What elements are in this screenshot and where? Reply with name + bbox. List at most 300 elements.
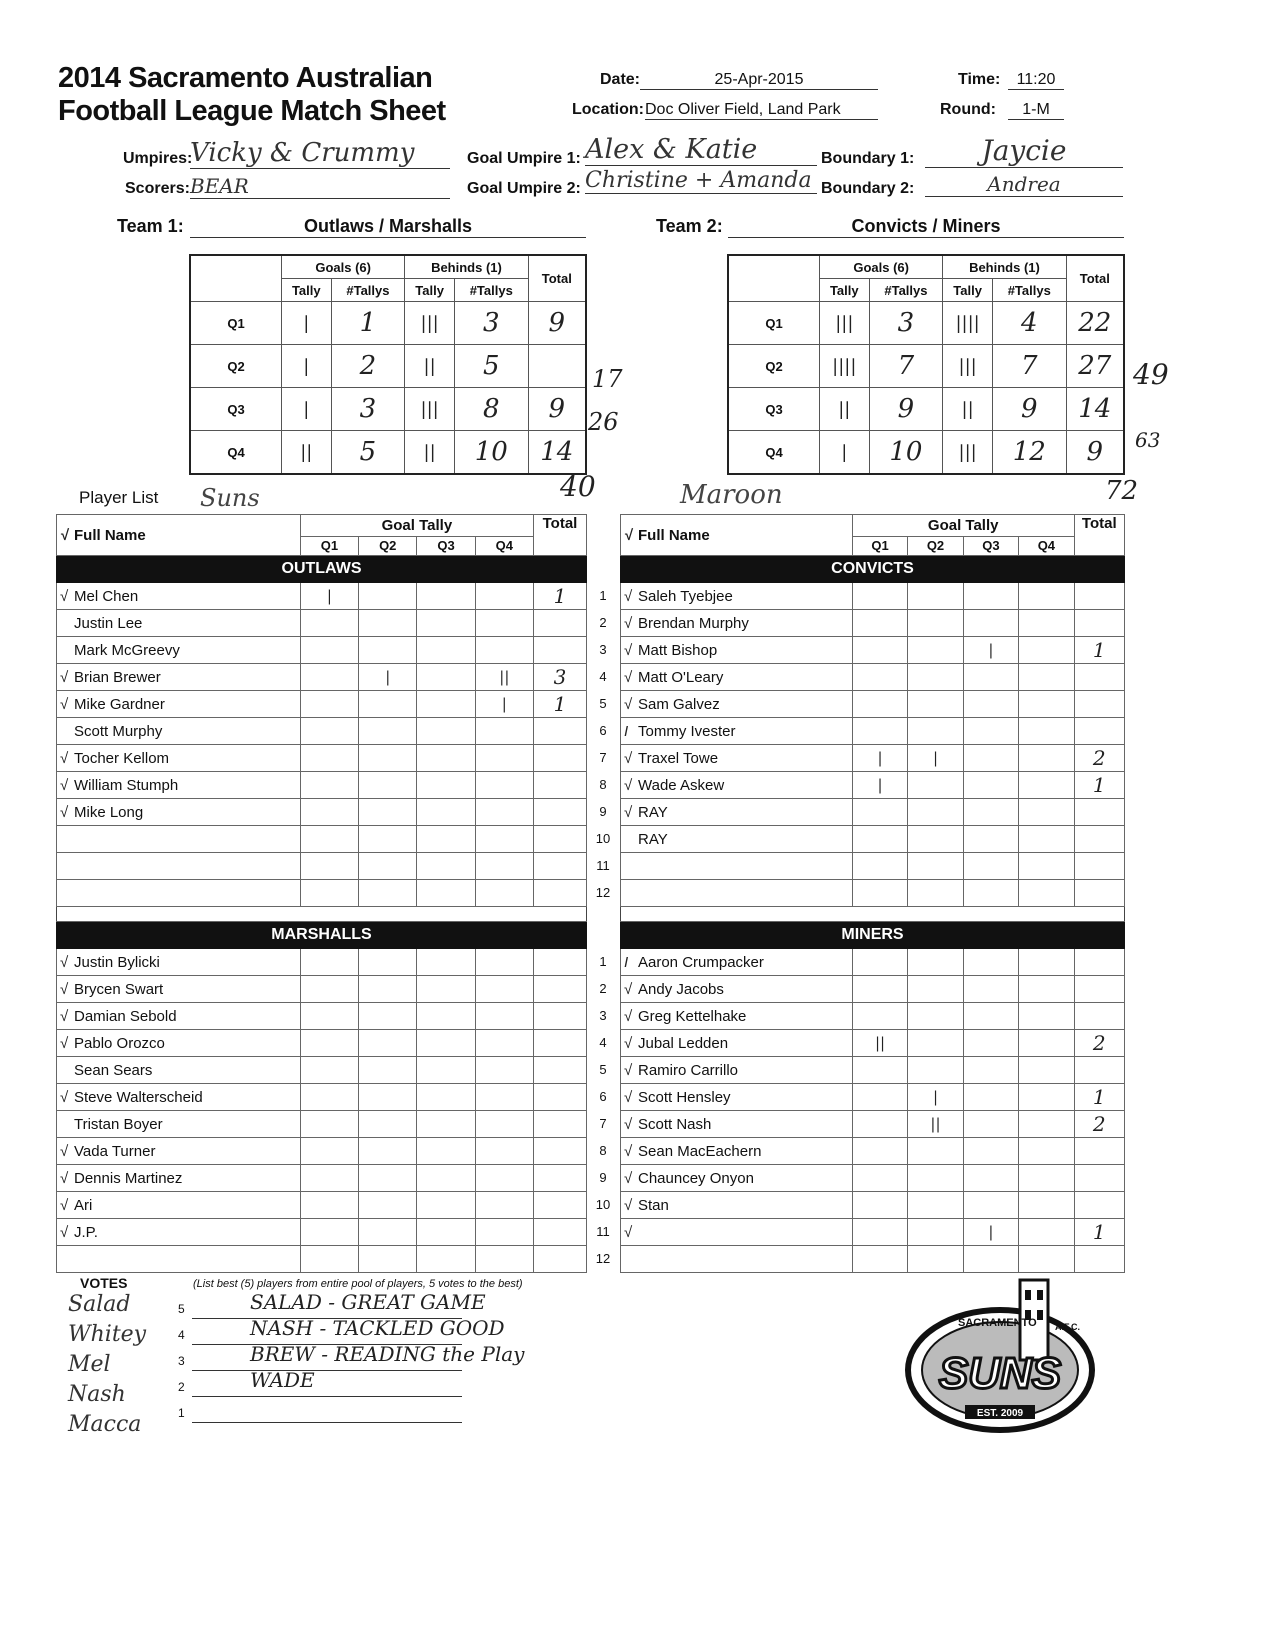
goal-tally-q4[interactable] — [475, 1003, 533, 1030]
goal-tally-q2[interactable] — [908, 880, 963, 907]
player-row[interactable] — [57, 1219, 587, 1246]
goal-tally-q3[interactable] — [963, 1003, 1018, 1030]
goal-tally-q4[interactable]: || — [475, 664, 533, 691]
goal-tally-q1[interactable] — [300, 1246, 358, 1273]
goal-tally-q1[interactable]: || — [852, 1030, 907, 1057]
player-total[interactable]: 1 — [1074, 772, 1124, 799]
attendance-check-icon[interactable]: √ — [60, 749, 69, 767]
player-row[interactable] — [621, 745, 1125, 772]
attendance-check-icon[interactable]: √ — [624, 1115, 633, 1133]
player-row[interactable] — [621, 1192, 1125, 1219]
goal-tally-q1[interactable] — [852, 664, 907, 691]
goal-tally-q3[interactable]: | — [963, 1219, 1018, 1246]
goal-tally-q1[interactable] — [852, 583, 907, 610]
goal-tally-q4[interactable] — [1019, 691, 1074, 718]
attendance-check-icon[interactable]: √ — [624, 749, 633, 767]
attendance-check-icon[interactable]: √ — [60, 1088, 69, 1106]
goal-tally-q3[interactable] — [417, 1084, 475, 1111]
attendance-check-icon[interactable]: √ — [60, 980, 69, 998]
goal-tally-q4[interactable] — [475, 718, 533, 745]
player-row[interactable] — [621, 1057, 1125, 1084]
goal-tally-q1[interactable] — [300, 1192, 358, 1219]
attendance-check-icon[interactable]: √ — [624, 1088, 633, 1106]
player-total[interactable] — [1074, 1192, 1124, 1219]
attendance-check-icon[interactable]: √ — [624, 1196, 633, 1214]
goal-tally-q3[interactable] — [417, 1219, 475, 1246]
goal-tally-q3[interactable] — [963, 664, 1018, 691]
goal-tally-q4[interactable] — [475, 583, 533, 610]
goal-tally-q1[interactable] — [852, 799, 907, 826]
player-row[interactable] — [57, 745, 587, 772]
player-row[interactable] — [57, 772, 587, 799]
player-row[interactable] — [621, 664, 1125, 691]
player-row[interactable] — [57, 880, 587, 907]
goal-tally-q1[interactable] — [300, 1138, 358, 1165]
attendance-check-icon[interactable]: √ — [624, 668, 633, 686]
player-row[interactable] — [621, 610, 1125, 637]
goal-tally-q3[interactable] — [963, 1192, 1018, 1219]
goal-tally-q1[interactable] — [300, 1084, 358, 1111]
player-total[interactable] — [533, 1219, 586, 1246]
attendance-check-icon[interactable]: √ — [60, 1142, 69, 1160]
goal-tally-q4[interactable] — [1019, 799, 1074, 826]
player-row[interactable] — [57, 1003, 587, 1030]
player-row[interactable] — [57, 1057, 587, 1084]
attendance-check-icon[interactable]: √ — [60, 776, 69, 794]
player-row[interactable] — [621, 880, 1125, 907]
goal-tally-q2[interactable] — [359, 583, 417, 610]
goal-tally-q3[interactable] — [417, 637, 475, 664]
goal-tally-q3[interactable] — [417, 826, 475, 853]
goal-tally-q2[interactable] — [359, 718, 417, 745]
goal-tally-q2[interactable] — [359, 1111, 417, 1138]
attendance-check-icon[interactable]: √ — [60, 1223, 69, 1241]
attendance-check-icon[interactable]: √ — [60, 1007, 69, 1025]
goal-tally-q2[interactable] — [359, 1165, 417, 1192]
player-row[interactable] — [57, 1192, 587, 1219]
goal-tally-q1[interactable] — [852, 1111, 907, 1138]
goal-tally-q3[interactable] — [963, 1111, 1018, 1138]
goal-tally-q3[interactable] — [417, 1165, 475, 1192]
goal-tally-q4[interactable] — [1019, 853, 1074, 880]
goal-tally-q3[interactable] — [417, 772, 475, 799]
attendance-check-icon[interactable]: √ — [60, 1196, 69, 1214]
goal-tally-q4[interactable] — [475, 880, 533, 907]
goal-tally-q4[interactable] — [1019, 1219, 1074, 1246]
goal-tally-q3[interactable] — [417, 1057, 475, 1084]
goal-tally-q4[interactable] — [1019, 1003, 1074, 1030]
goal-tally-q2[interactable] — [908, 1030, 963, 1057]
goal-tally-q2[interactable] — [359, 610, 417, 637]
goal-tally-q4[interactable] — [475, 1111, 533, 1138]
goal-tally-q3[interactable] — [417, 1030, 475, 1057]
vote-entry[interactable]: SALAD - GREAT GAME — [250, 1290, 486, 1314]
goal-tally-q4[interactable] — [1019, 637, 1074, 664]
player-total[interactable] — [533, 1003, 586, 1030]
goal-tally-q2[interactable]: | — [908, 1084, 963, 1111]
player-row[interactable] — [57, 610, 587, 637]
goal-tally-q2[interactable] — [908, 691, 963, 718]
goal-tally-q1[interactable] — [852, 1219, 907, 1246]
goal-tally-q1[interactable] — [300, 1111, 358, 1138]
goal-tally-q2[interactable] — [359, 745, 417, 772]
goal-tally-q4[interactable] — [1019, 826, 1074, 853]
attendance-check-icon[interactable]: √ — [624, 1142, 633, 1160]
attendance-check-icon[interactable]: √ — [624, 695, 633, 713]
goal-tally-q1[interactable]: | — [852, 745, 907, 772]
player-total[interactable] — [533, 718, 586, 745]
goal-tally-q3[interactable] — [417, 976, 475, 1003]
player-total[interactable] — [533, 1165, 586, 1192]
goal-tally-q2[interactable] — [908, 1219, 963, 1246]
goal-tally-q3[interactable] — [417, 1246, 475, 1273]
player-total[interactable] — [533, 853, 586, 880]
attendance-check-icon[interactable]: √ — [60, 1034, 69, 1052]
player-total[interactable] — [1074, 583, 1124, 610]
player-total[interactable] — [533, 1246, 586, 1273]
goal-tally-q1[interactable] — [300, 826, 358, 853]
goal-tally-q1[interactable] — [852, 976, 907, 1003]
goal-tally-q4[interactable] — [1019, 583, 1074, 610]
goal-tally-q3[interactable] — [963, 745, 1018, 772]
goal-tally-q4[interactable] — [475, 853, 533, 880]
player-total[interactable] — [1074, 610, 1124, 637]
goal-tally-q1[interactable] — [852, 1003, 907, 1030]
player-total[interactable] — [1074, 1057, 1124, 1084]
attendance-check-icon[interactable]: √ — [60, 695, 69, 713]
player-row[interactable] — [57, 1084, 587, 1111]
goal-tally-q3[interactable] — [417, 880, 475, 907]
goal-tally-q1[interactable] — [852, 826, 907, 853]
goal-tally-q3[interactable] — [963, 583, 1018, 610]
player-total[interactable] — [533, 610, 586, 637]
goal-tally-q2[interactable] — [908, 826, 963, 853]
player-total[interactable] — [533, 976, 586, 1003]
goal-tally-q1[interactable] — [300, 691, 358, 718]
goal-tally-q4[interactable] — [1019, 1138, 1074, 1165]
goal-tally-q4[interactable] — [1019, 1165, 1074, 1192]
player-total[interactable] — [1074, 1246, 1124, 1273]
goal-tally-q2[interactable] — [359, 772, 417, 799]
goal-tally-q4[interactable] — [475, 949, 533, 976]
player-row[interactable] — [57, 664, 587, 691]
goal-tally-q4[interactable] — [1019, 1057, 1074, 1084]
goal-tally-q4[interactable] — [475, 1192, 533, 1219]
goal-tally-q1[interactable] — [852, 1138, 907, 1165]
player-row[interactable] — [57, 799, 587, 826]
goal-tally-q1[interactable] — [300, 637, 358, 664]
goal-tally-q2[interactable] — [359, 826, 417, 853]
goal-tally-q1[interactable] — [300, 1057, 358, 1084]
goal-tally-q1[interactable] — [300, 664, 358, 691]
goal-tally-q3[interactable] — [417, 1138, 475, 1165]
goal-tally-q4[interactable] — [475, 1165, 533, 1192]
player-row[interactable] — [57, 718, 587, 745]
goal-tally-q3[interactable] — [417, 583, 475, 610]
player-total[interactable] — [533, 1057, 586, 1084]
goal-tally-q1[interactable] — [852, 880, 907, 907]
goal-tally-q4[interactable] — [475, 1084, 533, 1111]
player-total[interactable]: 1 — [533, 691, 586, 718]
goal-tally-q4[interactable] — [1019, 745, 1074, 772]
player-row[interactable] — [57, 1111, 587, 1138]
goal-tally-q3[interactable] — [963, 772, 1018, 799]
goal-tally-q2[interactable] — [908, 1165, 963, 1192]
player-total[interactable] — [533, 880, 586, 907]
goal-tally-q3[interactable] — [417, 610, 475, 637]
attendance-check-icon[interactable]: √ — [60, 1169, 69, 1187]
player-row[interactable] — [621, 1246, 1125, 1273]
goal-tally-q1[interactable] — [852, 718, 907, 745]
player-total[interactable] — [1074, 853, 1124, 880]
goal-tally-q3[interactable] — [963, 826, 1018, 853]
goal-tally-q3[interactable] — [963, 853, 1018, 880]
goal-tally-q4[interactable] — [475, 1219, 533, 1246]
attendance-check-icon[interactable]: √ — [624, 1007, 633, 1025]
player-total[interactable] — [1074, 1003, 1124, 1030]
player-row[interactable] — [621, 949, 1125, 976]
vote-entry[interactable]: NASH - TACKLED GOOD — [250, 1316, 505, 1340]
player-total[interactable] — [533, 949, 586, 976]
attendance-check-icon[interactable]: √ — [624, 1034, 633, 1052]
attendance-check-icon[interactable]: √ — [624, 614, 633, 632]
goal-tally-q1[interactable] — [852, 1192, 907, 1219]
attendance-check-icon[interactable]: √ — [60, 587, 69, 605]
player-total[interactable] — [1074, 880, 1124, 907]
goal-tally-q2[interactable] — [359, 880, 417, 907]
goal-tally-q4[interactable] — [475, 1030, 533, 1057]
attendance-check-icon[interactable]: √ — [624, 1169, 633, 1187]
goal-tally-q3[interactable] — [417, 853, 475, 880]
goal-tally-q2[interactable] — [908, 772, 963, 799]
player-total[interactable]: 1 — [1074, 1219, 1124, 1246]
player-total[interactable]: 1 — [1074, 637, 1124, 664]
player-row[interactable] — [57, 637, 587, 664]
goal-tally-q4[interactable] — [1019, 610, 1074, 637]
goal-tally-q3[interactable] — [417, 799, 475, 826]
goal-tally-q2[interactable] — [908, 1246, 963, 1273]
player-total[interactable]: 2 — [1074, 745, 1124, 772]
goal-tally-q3[interactable] — [963, 1246, 1018, 1273]
goal-tally-q2[interactable] — [908, 637, 963, 664]
goal-tally-q1[interactable] — [300, 880, 358, 907]
goal-tally-q4[interactable] — [475, 610, 533, 637]
goal-tally-q3[interactable] — [963, 799, 1018, 826]
goal-tally-q3[interactable] — [417, 1003, 475, 1030]
goal-tally-q4[interactable] — [475, 772, 533, 799]
goal-tally-q1[interactable] — [300, 1003, 358, 1030]
goal-tally-q2[interactable] — [359, 1057, 417, 1084]
player-total[interactable] — [533, 637, 586, 664]
goal-tally-q1[interactable] — [852, 1165, 907, 1192]
player-total[interactable] — [1074, 826, 1124, 853]
goal-tally-q1[interactable] — [300, 976, 358, 1003]
goal-tally-q4[interactable] — [1019, 1084, 1074, 1111]
goal-tally-q1[interactable] — [852, 1084, 907, 1111]
player-total[interactable] — [533, 826, 586, 853]
player-row[interactable] — [57, 976, 587, 1003]
goal-tally-q2[interactable]: | — [359, 664, 417, 691]
player-row[interactable] — [57, 1246, 587, 1273]
goal-tally-q2[interactable] — [908, 664, 963, 691]
goal-tally-q2[interactable] — [908, 1003, 963, 1030]
goal-tally-q1[interactable] — [300, 853, 358, 880]
goal-tally-q2[interactable]: || — [908, 1111, 963, 1138]
goal-tally-q2[interactable] — [359, 976, 417, 1003]
player-row[interactable] — [621, 826, 1125, 853]
player-row[interactable] — [621, 799, 1125, 826]
goal-tally-q2[interactable] — [359, 853, 417, 880]
goal-tally-q3[interactable]: | — [963, 637, 1018, 664]
goal-tally-q1[interactable] — [300, 745, 358, 772]
player-row[interactable] — [57, 853, 587, 880]
player-row[interactable] — [621, 637, 1125, 664]
goal-tally-q3[interactable] — [963, 949, 1018, 976]
goal-tally-q4[interactable] — [475, 745, 533, 772]
vote-entry[interactable]: WADE — [250, 1368, 315, 1392]
player-row[interactable] — [621, 583, 1125, 610]
player-total[interactable]: 3 — [533, 664, 586, 691]
goal-tally-q2[interactable]: | — [908, 745, 963, 772]
player-row[interactable] — [621, 1003, 1125, 1030]
goal-tally-q2[interactable] — [908, 1192, 963, 1219]
goal-tally-q4[interactable] — [1019, 1246, 1074, 1273]
attendance-check-icon[interactable]: √ — [60, 668, 69, 686]
player-row[interactable] — [621, 976, 1125, 1003]
player-total[interactable] — [533, 772, 586, 799]
player-total[interactable] — [533, 1084, 586, 1111]
goal-tally-q2[interactable] — [359, 1219, 417, 1246]
goal-tally-q3[interactable] — [963, 1138, 1018, 1165]
attendance-check-icon[interactable]: √ — [624, 980, 633, 998]
goal-tally-q4[interactable] — [1019, 718, 1074, 745]
goal-tally-q4[interactable] — [1019, 1030, 1074, 1057]
player-total[interactable] — [533, 1030, 586, 1057]
goal-tally-q4[interactable] — [475, 637, 533, 664]
player-row[interactable] — [621, 772, 1125, 799]
goal-tally-q1[interactable] — [300, 1219, 358, 1246]
attendance-check-icon[interactable]: √ — [624, 1223, 633, 1241]
player-total[interactable] — [533, 1138, 586, 1165]
goal-tally-q1[interactable]: | — [852, 772, 907, 799]
goal-tally-q3[interactable] — [417, 745, 475, 772]
vote-entry[interactable]: BREW - READING the Play — [250, 1342, 525, 1366]
player-total[interactable] — [1074, 1165, 1124, 1192]
goal-tally-q4[interactable] — [1019, 664, 1074, 691]
goal-tally-q2[interactable] — [359, 1192, 417, 1219]
goal-tally-q4[interactable] — [1019, 949, 1074, 976]
player-total[interactable] — [1074, 718, 1124, 745]
player-row[interactable] — [57, 1030, 587, 1057]
goal-tally-q2[interactable] — [908, 718, 963, 745]
goal-tally-q2[interactable] — [359, 637, 417, 664]
goal-tally-q4[interactable] — [1019, 1111, 1074, 1138]
goal-tally-q3[interactable] — [963, 1057, 1018, 1084]
player-total[interactable] — [1074, 691, 1124, 718]
goal-tally-q3[interactable] — [417, 718, 475, 745]
player-total[interactable] — [533, 1192, 586, 1219]
player-row[interactable] — [57, 691, 587, 718]
goal-tally-q4[interactable] — [475, 976, 533, 1003]
attendance-check-icon[interactable]: √ — [60, 953, 69, 971]
goal-tally-q2[interactable] — [908, 949, 963, 976]
goal-tally-q3[interactable] — [963, 718, 1018, 745]
goal-tally-q2[interactable] — [359, 691, 417, 718]
goal-tally-q2[interactable] — [908, 1138, 963, 1165]
goal-tally-q3[interactable] — [417, 691, 475, 718]
player-total[interactable]: 2 — [1074, 1111, 1124, 1138]
goal-tally-q1[interactable] — [852, 610, 907, 637]
attendance-check-icon[interactable]: √ — [624, 776, 633, 794]
goal-tally-q2[interactable] — [908, 799, 963, 826]
goal-tally-q4[interactable] — [475, 826, 533, 853]
player-total[interactable] — [1074, 1138, 1124, 1165]
attendance-check-icon[interactable]: I — [624, 722, 629, 740]
player-total[interactable] — [1074, 949, 1124, 976]
goal-tally-q1[interactable] — [852, 1246, 907, 1273]
goal-tally-q2[interactable] — [908, 1057, 963, 1084]
attendance-check-icon[interactable]: √ — [60, 803, 69, 821]
player-row[interactable] — [621, 1084, 1125, 1111]
goal-tally-q4[interactable]: | — [475, 691, 533, 718]
attendance-check-icon[interactable]: √ — [624, 641, 633, 659]
goal-tally-q1[interactable] — [300, 610, 358, 637]
goal-tally-q2[interactable] — [908, 976, 963, 1003]
goal-tally-q1[interactable] — [300, 1165, 358, 1192]
goal-tally-q4[interactable] — [1019, 772, 1074, 799]
goal-tally-q4[interactable] — [1019, 880, 1074, 907]
attendance-check-icon[interactable]: √ — [624, 803, 633, 821]
goal-tally-q1[interactable] — [300, 718, 358, 745]
goal-tally-q3[interactable] — [963, 880, 1018, 907]
player-total[interactable] — [533, 1111, 586, 1138]
attendance-check-icon[interactable]: √ — [624, 1061, 633, 1079]
goal-tally-q1[interactable] — [852, 1057, 907, 1084]
player-row[interactable] — [621, 691, 1125, 718]
goal-tally-q3[interactable] — [963, 1165, 1018, 1192]
player-total[interactable] — [1074, 799, 1124, 826]
player-row[interactable] — [57, 583, 587, 610]
player-row[interactable] — [621, 853, 1125, 880]
player-row[interactable] — [57, 1165, 587, 1192]
player-row[interactable] — [621, 1165, 1125, 1192]
goal-tally-q2[interactable] — [359, 799, 417, 826]
goal-tally-q3[interactable] — [963, 691, 1018, 718]
goal-tally-q1[interactable] — [300, 1030, 358, 1057]
player-row[interactable] — [621, 1111, 1125, 1138]
goal-tally-q3[interactable] — [963, 610, 1018, 637]
goal-tally-q2[interactable] — [359, 1084, 417, 1111]
player-row[interactable] — [621, 1138, 1125, 1165]
player-row[interactable] — [621, 1219, 1125, 1246]
goal-tally-q2[interactable] — [359, 1246, 417, 1273]
goal-tally-q3[interactable] — [417, 949, 475, 976]
goal-tally-q1[interactable] — [300, 949, 358, 976]
attendance-check-icon[interactable]: I — [624, 953, 629, 971]
goal-tally-q1[interactable] — [852, 949, 907, 976]
goal-tally-q4[interactable] — [475, 1138, 533, 1165]
goal-tally-q4[interactable] — [1019, 1192, 1074, 1219]
goal-tally-q3[interactable] — [417, 1111, 475, 1138]
player-row[interactable] — [621, 1030, 1125, 1057]
goal-tally-q2[interactable] — [359, 1138, 417, 1165]
goal-tally-q1[interactable] — [852, 691, 907, 718]
goal-tally-q4[interactable] — [475, 1057, 533, 1084]
goal-tally-q2[interactable] — [908, 583, 963, 610]
goal-tally-q2[interactable] — [359, 1030, 417, 1057]
player-total[interactable] — [1074, 664, 1124, 691]
goal-tally-q3[interactable] — [963, 1084, 1018, 1111]
